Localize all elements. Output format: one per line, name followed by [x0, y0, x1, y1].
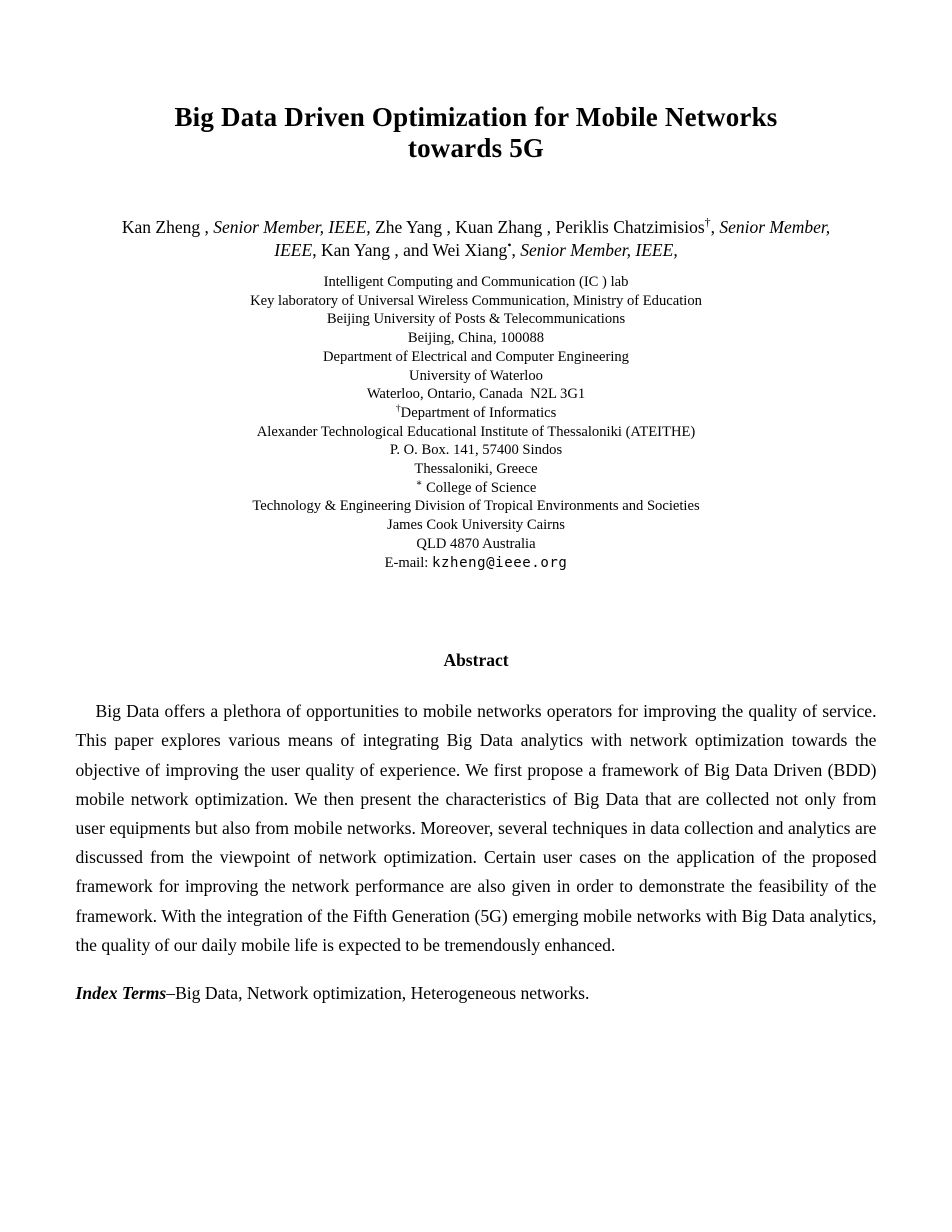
index-terms-label: Index Terms [75, 983, 167, 1004]
paper-title [0, 102, 952, 164]
index-terms [76, 979, 877, 1008]
index-terms-list: –Big Data, Network optimization, Heterogeneous networks. [166, 983, 590, 1004]
affiliation-text: Department of Electrical and Computer Engineering [323, 348, 629, 365]
affiliation-line-email [0, 554, 952, 573]
affiliation-line-waterloo-addr [0, 385, 952, 404]
bullet-marker: • [507, 238, 512, 253]
affiliation-text: Thessaloniki, Greece [414, 461, 538, 478]
affiliation-line-waterloo [0, 367, 952, 386]
affiliation-line-keylab [0, 292, 952, 311]
abstract-body: Big Data offers a plethora of opportunities to mobile networks operators for improving the quality of service. This paper explores various means of integrating Big Data analytics with network optimization towards the objective of improving the user quality of experience. We first propose a framework of Big Data Driven (BDD) mobile network optimization. We then present the characteristics of Big Data that are collected not only from user equipments but also from mobile networks. Moreover, several techniques in data collection and analytics are discussed from the viewpoint of network optimization. Certain user cases on the application of the proposed framework for improving the network performance are also given in order to demonstrate the feasibility of the framework. With the integration of the Fifth Generation (5G) emerging mobile networks with Big Data analytics, the quality of our daily mobile life is expected to be tremendously enhanced. [75, 701, 877, 955]
affiliation-text: P. O. Box. 141, 57400 Sindos [389, 442, 563, 459]
affiliation-line-beijing [0, 329, 952, 348]
affiliation-line-thessaloniki [0, 460, 952, 479]
affiliation-line-jcu [0, 516, 952, 535]
affiliation-line-lab [0, 273, 952, 292]
affiliation-text: James Cook University Cairns [387, 517, 565, 534]
affiliation-line-college [0, 479, 952, 498]
email-label: E-mail: [384, 554, 432, 571]
author-segment: Zhe Yang , Kuan Zhang , Periklis Chatzimisios [370, 217, 705, 237]
author-segment: Kan Zheng , [121, 217, 214, 237]
author-membership: Senior Member, IEEE [274, 217, 835, 260]
affiliation-text: Technology & Engineering Division of Tropical Environments and Societies [252, 498, 700, 515]
affiliation-line-pobox [0, 441, 952, 460]
affiliation-text: QLD 4870 Australia [416, 535, 536, 552]
affiliation-text: Department of Informatics [400, 404, 557, 421]
author-segment: , [511, 240, 521, 260]
title-line-1: Big Data Driven Optimization for Mobile Networks [174, 102, 778, 132]
asterisk-marker: ∗ [415, 477, 423, 489]
affiliation-text: Key laboratory of Universal Wireless Communication, Ministry of Education [250, 292, 702, 309]
abstract-heading: Abstract [443, 650, 509, 671]
affiliation-line-informatics [0, 404, 952, 423]
affiliation-line-ece [0, 348, 952, 367]
affiliation-text: University of Waterloo [409, 367, 543, 384]
dagger-marker: † [704, 215, 711, 230]
authors-line [102, 216, 850, 262]
email-address: kzheng@ieee.org [431, 554, 568, 571]
affiliation-line-jcu-division [0, 497, 952, 516]
author-segment: , [710, 217, 720, 237]
affiliation-text: Beijing, China, 100088 [407, 330, 545, 347]
affiliation-text: College of Science [422, 479, 537, 496]
author-membership: Senior Member, IEEE, [520, 240, 678, 260]
author-segment: , Kan Yang , and Wei Xiang [312, 240, 508, 260]
affiliation-line-qld [0, 535, 952, 554]
affiliation-text: Intelligent Computing and Communication (IC ) lab [323, 274, 629, 290]
affiliation-text: Alexander Technological Educational Institute of Thessaloniki (ATEITHE) [256, 423, 696, 440]
affiliation-block [0, 273, 952, 572]
title-line-2: towards 5G [407, 133, 545, 163]
affiliation-line-bupt [0, 310, 952, 329]
affiliation-text: Beijing University of Posts & Telecommunications [326, 311, 626, 328]
affiliation-text: Waterloo, Ontario, Canada N2L 3G1 [366, 386, 586, 403]
author-membership: Senior Member, IEEE, [213, 217, 371, 237]
affiliation-line-ateithe [0, 423, 952, 442]
dagger-marker: † [395, 403, 401, 415]
